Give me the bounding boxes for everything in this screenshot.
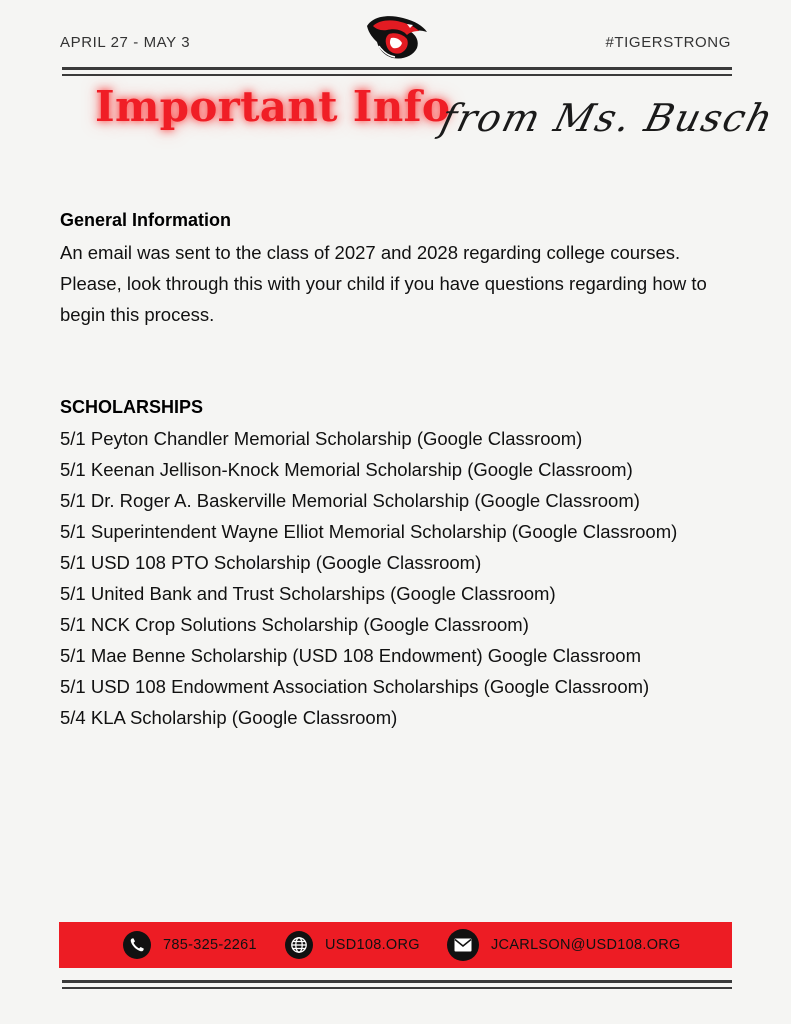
mail-icon — [447, 929, 479, 961]
scholarship-item: 5/1 Superintendent Wayne Elliot Memorial Scholarship (Google Classroom) — [60, 521, 678, 542]
signature: from Ms. Busch — [436, 96, 779, 140]
general-info-body: An email was sent to the class of 2027 and 2028 regarding college courses. Please, look through this with your child if you have questions regarding how to begin this process. — [60, 242, 707, 325]
scholarships-heading: SCHOLARSHIPS — [60, 397, 204, 417]
scholarship-item: 5/1 USD 108 Endowment Association Scholarships (Google Classroom) — [60, 676, 650, 697]
contact-bar — [59, 922, 732, 968]
footer-divider-bottom — [62, 987, 732, 989]
scholarship-item: 5/4 KLA Scholarship (Google Classroom) — [60, 707, 398, 728]
page-title: Important Info — [95, 82, 451, 131]
scholarship-item: 5/1 Dr. Roger A. Baskerville Memorial Scholarship (Google Classroom) — [60, 490, 640, 511]
phone-icon — [123, 931, 151, 959]
header-divider-top — [62, 67, 732, 70]
email-address[interactable]: JCARLSON@USD108.ORG — [491, 937, 681, 953]
general-info-heading: General Information — [60, 210, 232, 230]
footer-divider-top — [62, 980, 732, 983]
scholarship-item: 5/1 NCK Crop Solutions Scholarship (Google Classroom) — [60, 614, 529, 635]
contact-website[interactable] — [285, 930, 420, 960]
contact-phone[interactable] — [123, 930, 257, 960]
scholarship-item: 5/1 United Bank and Trust Scholarships (Google Classroom) — [60, 583, 556, 604]
scholarship-item: 5/1 Peyton Chandler Memorial Scholarship (Google Classroom) — [60, 428, 583, 449]
globe-icon — [285, 931, 313, 959]
tiger-head-icon — [363, 12, 429, 62]
scholarship-item: 5/1 Keenan Jellison-Knock Memorial Scholarship (Google Classroom) — [60, 459, 633, 480]
website-link[interactable]: USD108.ORG — [325, 937, 420, 953]
header-hashtag: #TIGERSTRONG — [605, 34, 731, 51]
scholarship-list — [60, 423, 677, 733]
header-date-range: APRIL 27 - MAY 3 — [60, 34, 191, 51]
phone-number: 785-325-2261 — [163, 937, 257, 953]
scholarship-item: 5/1 USD 108 PTO Scholarship (Google Classroom) — [60, 552, 482, 573]
scholarship-item: 5/1 Mae Benne Scholarship (USD 108 Endowment) Google Classroom — [60, 645, 641, 666]
header-divider-bottom — [62, 74, 732, 76]
contact-email[interactable] — [447, 930, 681, 960]
